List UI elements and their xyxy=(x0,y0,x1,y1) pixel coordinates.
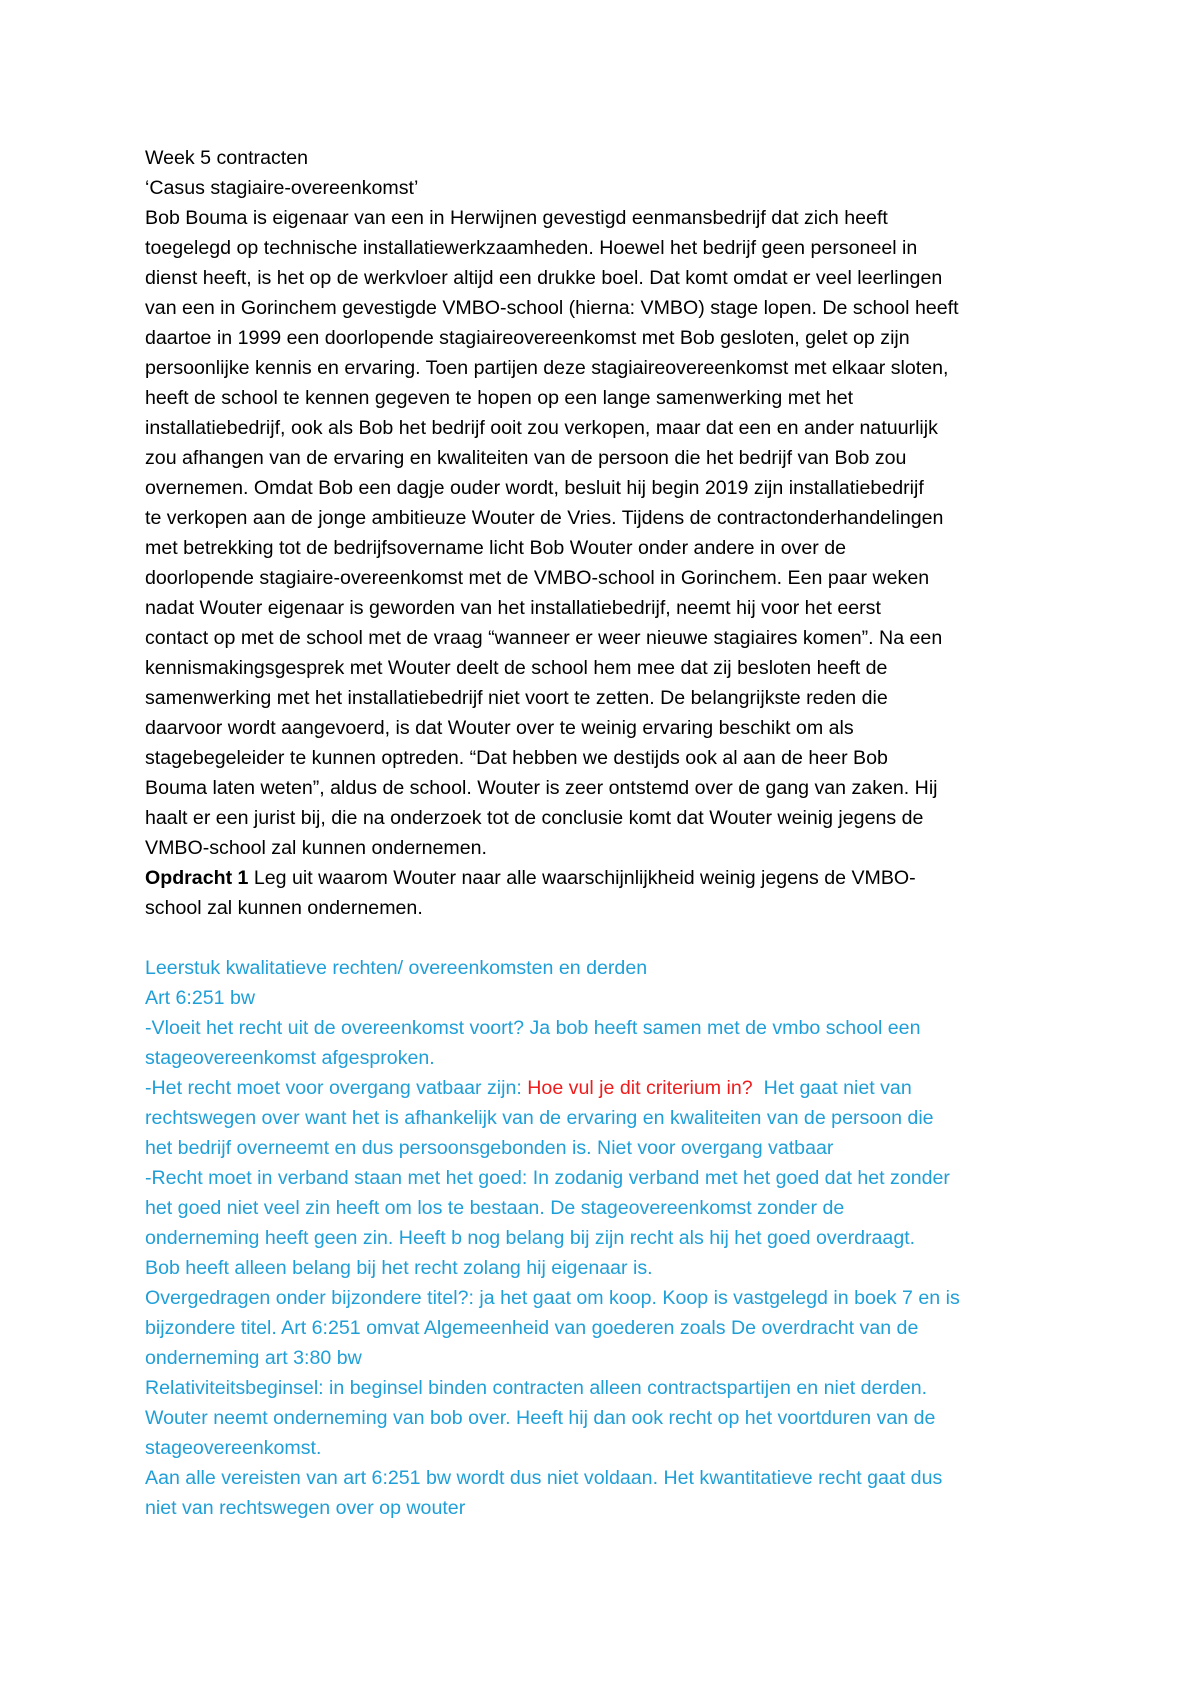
casus-line: te verkopen aan de jonge ambitieuze Wouter de Vries. Tijdens de contractonderhandelingen xyxy=(145,507,944,529)
document-body xyxy=(145,143,1075,1523)
answer-line: Relativiteitsbeginsel: in beginsel binden contracten alleen contractspartijen en niet derden. xyxy=(145,1377,928,1399)
casus-line: met betrekking tot de bedrijfsovername licht Bob Wouter onder andere in over de xyxy=(145,537,847,559)
answer-block xyxy=(145,953,1075,1523)
answer-criterion-cont: Het gaat niet van xyxy=(752,1077,912,1099)
answer-line: -Vloeit het recht uit de overeenkomst voort? Ja bob heeft samen met de vmbo school een xyxy=(145,1017,921,1039)
casus-line: toegelegd op technische installatiewerkzaamheden. Hoewel het bedrijf geen personeel in xyxy=(145,237,918,259)
casus-line: nadat Wouter eigenaar is geworden van het installatiebedrijf, neemt hij voor het eerst xyxy=(145,597,881,619)
casus-line: overnemen. Omdat Bob een dagje ouder wordt, besluit hij begin 2019 zijn installatiebedrijf xyxy=(145,477,924,499)
casus-line: Bouma laten weten”, aldus de school. Wouter is zeer ontstemd over de gang van zaken. Hij xyxy=(145,777,938,799)
answer-line: Aan alle vereisten van art 6:251 bw wordt dus niet voldaan. Het kwantitatieve recht gaat dus xyxy=(145,1467,943,1489)
casus-line: kennismakingsgesprek met Wouter deelt de school hem mee dat zij besloten heeft de xyxy=(145,657,888,679)
answer-line: -Recht moet in verband staan met het goed: In zodanig verband met het goed dat het zonder xyxy=(145,1167,950,1189)
casus-line: stagebegeleider te kunnen optreden. “Dat hebben we destijds ook al aan de heer Bob xyxy=(145,747,888,769)
answer-line: stageovereenkomst afgesproken. xyxy=(145,1047,435,1069)
casus-line: Bob Bouma is eigenaar van een in Herwijnen gevestigd eenmansbedrijf dat zich heeft xyxy=(145,207,888,229)
casus-line: samenwerking met het installatiebedrijf niet voort te zetten. De belangrijkste reden die xyxy=(145,687,888,709)
casus-line: dienst heeft, is het op de werkvloer altijd een drukke boel. Dat komt omdat er veel leerlingen xyxy=(145,267,943,289)
opdracht-line xyxy=(145,863,1075,893)
casus-line: VMBO-school zal kunnen ondernemen. xyxy=(145,837,487,859)
answer-line: niet van rechtswegen over op wouter xyxy=(145,1497,466,1519)
casus-line: doorlopende stagiaire-overeenkomst met de VMBO-school in Gorinchem. Een paar weken xyxy=(145,567,930,589)
document-subtitle: ‘Casus stagiaire-overeenkomst’ xyxy=(145,177,419,199)
casus-line: installatiebedrijf, ook als Bob het bedrijf ooit zou verkopen, maar dat een en ander natuurlijk xyxy=(145,417,938,439)
casus-line: daarvoor wordt aangevoerd, is dat Wouter over te weinig ervaring beschikt om als xyxy=(145,717,854,739)
answer-line: onderneming heeft geen zin. Heeft b nog belang bij zijn recht als hij het goed overdraagt. xyxy=(145,1227,916,1249)
answer-line: bijzondere titel. Art 6:251 omvat Algemeenheid van goederen zoals De overdracht van de xyxy=(145,1317,919,1339)
answer-line: Bob heeft alleen belang bij het recht zolang hij eigenaar is. xyxy=(145,1257,653,1279)
document-title: Week 5 contracten xyxy=(145,147,309,169)
casus-line: heeft de school te kennen gegeven te hopen op een lange samenwerking met het xyxy=(145,387,854,409)
answer-line: Overgedragen onder bijzondere titel?: ja het gaat om koop. Koop is vastgelegd in boek 7 en is xyxy=(145,1287,960,1309)
casus-text xyxy=(145,203,1075,863)
paragraph-spacer xyxy=(145,923,1075,953)
answer-line: onderneming art 3:80 bw xyxy=(145,1347,362,1369)
casus-line: haalt er een jurist bij, die na onderzoek tot de conclusie komt dat Wouter weinig jegens de xyxy=(145,807,924,829)
answer-article: Art 6:251 bw xyxy=(145,987,256,1009)
answer-line: het goed niet veel zin heeft om los te bestaan. De stageovereenkomst zonder de xyxy=(145,1197,845,1219)
casus-line: persoonlijke kennis en ervaring. Toen partijen deze stagiaireovereenkomst met elkaar sloten, xyxy=(145,357,949,379)
opdracht-line: school zal kunnen ondernemen. xyxy=(145,897,423,919)
casus-line: zou afhangen van de ervaring en kwaliteiten van de persoon die het bedrijf van Bob zou xyxy=(145,447,907,469)
answer-line: het bedrijf overneemt en dus persoonsgebonden is. Niet voor overgang vatbaar xyxy=(145,1137,834,1159)
opdracht-question: Leg uit waarom Wouter naar alle waarschijnlijkheid weinig jegens de VMBO- xyxy=(248,867,916,889)
answer-line: Wouter neemt onderneming van bob over. Heeft hij dan ook recht op het voortduren van de xyxy=(145,1407,936,1429)
casus-line: contact op met de school met de vraag “wanneer er weer nieuwe stagiaires komen”. Na een xyxy=(145,627,943,649)
answer-heading: Leerstuk kwalitatieve rechten/ overeenkomsten en derden xyxy=(145,957,648,979)
opdracht-label: Opdracht 1 xyxy=(145,867,249,889)
answer-line xyxy=(145,1073,1075,1103)
answer-criterion: -Het recht moet voor overgang vatbaar zijn: xyxy=(145,1077,528,1099)
casus-line: daartoe in 1999 een doorlopende stagiaireovereenkomst met Bob gesloten, gelet op zijn xyxy=(145,327,910,349)
opdracht-block xyxy=(145,863,1075,923)
answer-line: stageovereenkomst. xyxy=(145,1437,322,1459)
teacher-question: Hoe vul je dit criterium in? xyxy=(527,1077,753,1099)
answer-line: rechtswegen over want het is afhankelijk van de ervaring en kwaliteiten van de persoon die xyxy=(145,1107,934,1129)
casus-line: van een in Gorinchem gevestigde VMBO-school (hierna: VMBO) stage lopen. De school heeft xyxy=(145,297,959,319)
